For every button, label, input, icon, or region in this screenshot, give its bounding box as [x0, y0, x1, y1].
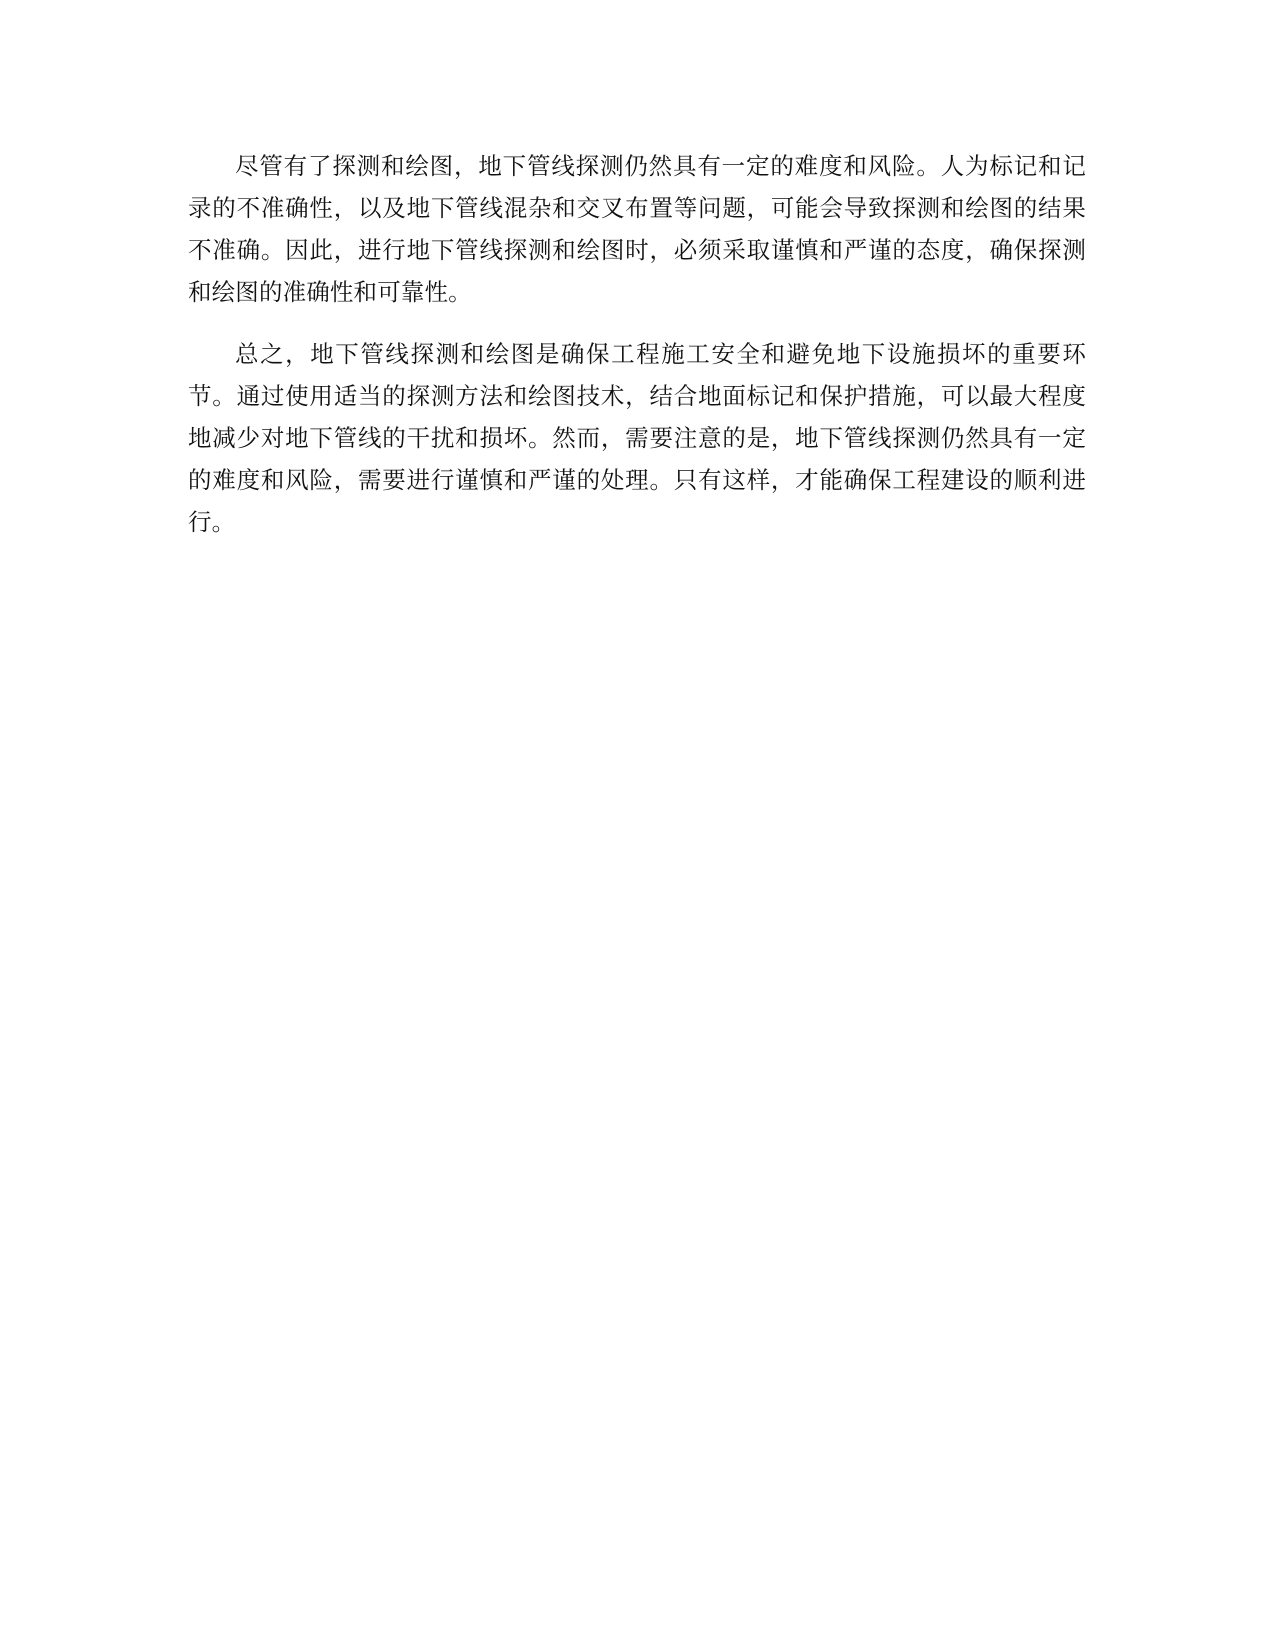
- paragraph-risk-and-accuracy: 尽管有了探测和绘图，地下管线探测仍然具有一定的难度和风险。人为标记和记录的不准确性，以及地下管线混杂和交叉布置等问题，可能会导致探测和绘图的结果不准确。因此，进行地下管线探测和绘图时，必须采取谨慎和严谨的态度，确保探测和绘图的准确性和可靠性。: [188, 152, 1086, 306]
- document-body: [188, 145, 1086, 543]
- paragraph-conclusion: 总之，地下管线探测和绘图是确保工程施工安全和避免地下设施损坏的重要环节。通过使用适当的探测方法和绘图技术，结合地面标记和保护措施，可以最大程度地减少对地下管线的干扰和损坏。然而，需要注意的是，地下管线探测仍然具有一定的难度和风险，需要进行谨慎和严谨的处理。只有这样，才能确保工程建设的顺利进行。: [188, 340, 1086, 536]
